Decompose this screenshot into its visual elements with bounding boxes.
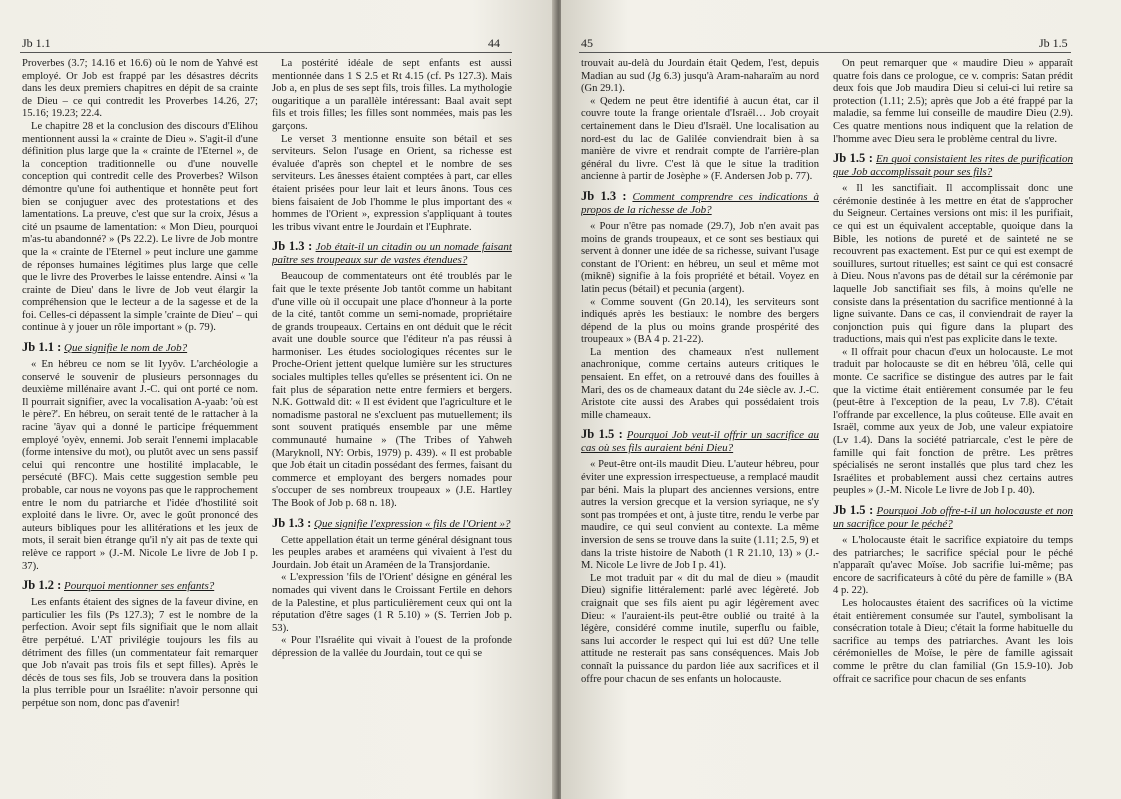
running-head-right: Jb 1.5 [1039, 36, 1068, 50]
section-question: Pourquoi mentionner ses enfants? [64, 580, 215, 593]
body-paragraph: On peut remarquer que « maudire Dieu » apparaît quatre fois dans ce prologue, ce v. compris: Satan prédit deux fois que Job maudira Dieu si celui-ci lui retire sa protection (1.11; 2.5); après que Job a été frappé par la maladie, sa femme lui conseille de maudire Dieu (2.9). Ces quatre mentions nous indiquent que la relation de l'homme avec Dieu sera le problème central du livre. [833, 58, 1073, 145]
header-rule-right [579, 52, 1071, 53]
left-page-column-1 [22, 58, 258, 788]
verse-reference: Jb 1.5 : [833, 151, 873, 166]
header-rule-left [20, 52, 512, 53]
body-paragraph: « Peut-être ont-ils maudit Dieu. L'auteur hébreu, pour éviter une expression irrespectueuse, a remplacé maudit par béni. Mais la plupart des anciennes versions, entre autres la version grecque et la version syriaque, ne s'y sont pas trompées et ont, à juste titre, rendu le verbe par maudire, ce qui seul convient au contexte. La même inversion de sens se trouve dans la suite (1.11; 2.5, 9) et dans la triste histoire de Naboth (1 R 21.10, 13) » (J.-M. Nicole Le livre de Job I p. 41). [581, 459, 819, 572]
body-paragraph: « Il offrait pour chacun d'eux un holocauste. Le mot traduit par holocauste se dit en hébreu 'ôlâ, celle qui monte. Ce sacrifice se distingue des autres par le fait que la victime était entièrement consumée par le feu (peut-être à l'exception de la peau, Lv 7.8). C'était l'offrande par excellence, la plus coûteuse. Elle avait en Israël, comme aux yeux de Job, une valeur expiatoire (Lv 1.4). Dans la société patriarcale, c'est le père de famille qui fait fonction de prêtre. Les prêtres spécialisés ne seront installés que plus tard chez les Israélites et probablement aussi chez certains autres peuples » (J.-M. Nicole Le livre de Job I p. 40). [833, 346, 1073, 497]
body-paragraph: Beaucoup de commentateurs ont été troublés par le fait que le texte présente Job tantôt comme un habitant d'une ville où il occupait une place d'honneur à la porte de la cité, tantôt comme un semi-nomade, propriétaire de grands troupeaux. Certains en ont déduit que le récit avait une double source que l'éditeur n'a pas réussi à harmoniser. Les études sociologiques récentes sur le Proche-Orient jettent quelque lumière sur les structures sociales multiples telles qu'elles se présentent ici. On ne fait plus de séparation nette entre fermiers et bergers. N.K. Gottwald dit: « Il est évident que l'agriculture et le nomadisme pastoral ne s'excluent pas mutuellement; ils sont souvent pratiqués ensemble par une même communauté humaine » (The Tribes of Yahweh (Maryknoll, NY: Orbis, 1979) p. 439). « Il est probable que Job était un citadin possédant des fermes, faisant du commerce et employant des bergers nomades pour s'occuper de ses nombreux troupeaux » (J.E. Hartley The Book of Job p. 68 n. 18). [272, 271, 512, 509]
body-paragraph: La postérité idéale de sept enfants est aussi mentionnée dans 1 S 2.5 et Rt 4.15 (cf. Ps 127.3). Mais Job a, en plus de ses sept fils, trois filles. La mythologie ougaritique a un parallèle intéressant: Baal avait sept fils et trois filles; les filles sont nommées, mais pas les garçons. [272, 58, 512, 132]
section-heading [581, 428, 819, 455]
section-heading [833, 504, 1073, 531]
section-heading [581, 190, 819, 217]
verse-reference: Jb 1.5 : [833, 503, 874, 517]
section-heading [22, 341, 258, 355]
verse-reference: Jb 1.3 : [272, 515, 312, 530]
page-number-left: 44 [488, 36, 500, 50]
right-page-column-2 [833, 58, 1073, 788]
body-paragraph: « Qedem ne peut être identifié à aucun état, car il couvre toute la frange orientale d'Israël… Job croyait certainement dans le Dieu d'Israël. Une localisation au nord-est du lac de Galilée conviendrait bien à sa manière de vivre et rendrait compte de l'arrière-plan général du livre. C'est là que le situe la tradition ancienne à partir de Josèphe » (F. Andersen Job p. 77). [581, 95, 819, 183]
body-paragraph: Proverbes (3.7; 14.16 et 16.6) où le nom de Yahvé est employé. Or Job est frappé par les désastres décrits dans les deux premiers chapitres en dépit de sa crainte de Dieu – ce qui contredit les Proverbes 14.26, 27; 15.16; 19.23; 22.4. [22, 58, 258, 120]
section-question: Comment comprendre ces indications à propos de la richesse de Job? [581, 190, 819, 216]
body-paragraph: Le verset 3 mentionne ensuite son bétail et ses serviteurs. Selon l'usage en Orient, sa richesse est évaluée d'après son cheptel et le nombre de ses serviteurs. Les ânesses étaient comptées à part, car elles étaient prisées pour leur lait et leurs ânons. Tous ces biens faisaient de Job l'homme le plus important des « hommes de l'Orient », expression s'appliquant à toutes les tribus vivant entre le Jourdain et l'Euphrate. [272, 133, 512, 233]
body-paragraph: La mention des chameaux n'est nullement anachronique, comme certains auteurs critiques le pensaient. En effet, on a retrouvé dans des fouilles à Mari, des os de chameaux datant du 24e siècle av. J.-C. Aristote cite aussi des Arabes qui possédaient trois mille chameaux. [581, 346, 819, 421]
left-page [0, 0, 556, 799]
section-heading [272, 517, 512, 531]
section-heading [272, 240, 512, 267]
verse-reference: Jb 1.3 : [272, 239, 313, 254]
section-question: Job était-il un citadin ou un nomade faisant paître ses troupeaux sur de vastes étendues? [272, 241, 512, 267]
body-paragraph: « En hébreu ce nom se lit Iyyôv. L'archéologie a conservé le souvenir de plusieurs personnages du deuxième millénaire avant J.-C. qui ont porté ce nom. Il pourrait signifier, avec la vocalisation A-yaab: 'où est le père?'. En hébreu, on serait tenté de le rattacher à la racine 'âyav qui a donné le participe fréquemment employé 'oyèv, ennemi. Job serait l'ennemi implacable (forme intensive du mot), ou plutôt avec un sens passif celui qui rencontre une hostilité implacable, le persécuté (BFC). Mais cette suggestion semble peu probable, car nous ne voyons pas que le rapprochement entre le nom du patriarche et l'idée d'hostilité soit exploité dans le livre. Or, avec le goût prononcé des auteurs bibliques pour les allitérations et les jeux de mots, il serait bien étrange qu'il n'y ait pas de texte qui relève ce rapport » (J.-M. Nicole Le livre de Job I p. 37). [22, 359, 258, 572]
verse-reference: Jb 1.2 : [22, 578, 62, 593]
page-number-right: 45 [581, 36, 593, 50]
section-question: En quoi consistaient les rites de purification que Job accomplissait pour ses fils? [833, 153, 1073, 179]
body-paragraph: « Comme souvent (Gn 20.14), les serviteurs sont indiqués après les bestiaux: le nombre des bergers dépend de la plus ou moins grande prospérité des troupeaux » (BA 4 p. 21-22). [581, 296, 819, 346]
verse-reference: Jb 1.3 : [581, 188, 627, 203]
body-paragraph: « L'holocauste était le sacrifice expiatoire du temps des patriarches; le sacrifice spécial pour le péché n'apparaît qu'avec Moïse. Job sacrifie lui-même; pas encore de sacrificateurs à côté du père de famille » (BA 4 p. 22). [833, 535, 1073, 597]
verse-reference: Jb 1.1 : [22, 340, 62, 355]
section-heading [22, 579, 258, 593]
body-paragraph: « Pour l'Israélite qui vivait à l'ouest de la profonde dépression de la vallée du Jourdain, tout ce qui se [272, 635, 512, 659]
body-paragraph: Le chapitre 28 et la conclusion des discours d'Elihou mentionnent aussi la « crainte de Dieu ». S'agit-il d'une définition plus large que la « crainte de l'Eternel », de la conception traditionnelle ou d'une nouvelle conception qui contredit celle des Proverbes? Wilson démontre qu'une foi authentique et honnête peut fort bien se conjuguer avec des protestations et des lamentations. La preuve, c'est que sur la croix, Jésus a cité un psaume de lamentation: « Mon Dieu, pourquoi m'as-tu abandonné? » (Ps 22.2). Le livre de Job montre que la « crainte de l'Eternel » peut inclure une gamme de réponses humaines légitimes plus large que celle que le livre des Proverbes le laisse entendre. Ainsi « 'la crainte de Dieu' dans le livre de Job veut élargir la compréhension que le lecteur a de la sagesse et de la foi. Celles-ci dépassent la simple 'crainte de Dieu' – qui continue à y jouer un rôle important » (p. 79). [22, 120, 258, 334]
section-question: Pourquoi Job veut-il offrir un sacrifice au cas où ses fils auraient béni Dieu? [581, 429, 819, 455]
body-paragraph: « Il les sanctifiait. Il accomplissait donc une cérémonie destinée à les mettre en état de s'approcher du Seigneur. Certaines versions ont mis: il les purifiait, ce qui est un équivalent acceptable, quoique dans la Bible, les notions de pureté et de sainteté ne se recouvrent pas exactement. Est pur ce qui est exempt de souillures, surtout rituelles; est saint ce qui est consacré à Dieu. Nous n'avons pas de détail sur la cérémonie par laquelle Job sanctifiait ses fils, à moins qu'elle ne consiste dans la présentation du sacrifice mentionné à la ligne suivante. Dans ce cas, il conviendrait de rayer la conjonction puis qui figure dans la plupart des traductions, mais qui n'est pas explicite dans le texte. [833, 183, 1073, 346]
body-paragraph: Les enfants étaient des signes de la faveur divine, en particulier les fils (Ps 127.3); 7 est le nombre de la perfection. Avoir sept fils signifiait que le nom allait être perpétué. L'AT privilégie toujours les fils au détriment des filles (un commentateur fait remarquer que Job n'avait pas trois fils et sept filles). Après le décès de tous ses fils, Job se trouvera dans la position la plus terrible pour un Israélite: n'avoir personne qui perpétue son nom, donc pas d'avenir! [22, 597, 258, 709]
body-paragraph: Cette appellation était un terme général désignant tous les peuples arabes et araméens qui vivaient à l'est du Jourdain. Job était un Araméen de la Transjordanie. [272, 534, 512, 571]
section-heading [833, 152, 1073, 179]
body-paragraph: Le mot traduit par « dit du mal de dieu » (maudit Dieu) signifie littéralement: parlé avec légèreté. Job craignait que ses fils aient pu agir légèrement avec Dieu: « l'auraient-ils peut-être oublié ou traité à la légère, considéré comme inutile, superflu ou faible, sans lui accorder le respect qui lui est dû? Une telle attitude ne resterait pas sans conséquences. Mais Job connaît la puissance du pardon liée aux sacrifices et il offre pour chacun de ses enfants un holocauste. [581, 572, 819, 685]
body-paragraph: « L'expression 'fils de l'Orient' désigne en général les nomades qui vivent dans le Croissant Fertile en dehors de la Palestine, et plus particulièrement ceux qui ont la réputation d'être sages (1 R 5.10) » (S. Terrien Job p. 53). [272, 572, 512, 634]
section-question: Que signifie l'expression « fils de l'Orient »? [314, 517, 511, 530]
verse-reference: Jb 1.5 : [581, 427, 623, 442]
right-page [561, 0, 1121, 799]
body-paragraph: Les holocaustes étaient des sacrifices où la victime était entièrement consumée sur l'autel, symbolisant la consécration totale à Dieu; c'était la forme habituelle du sacrifice au temps des patriarches. Avant les lois cérémonielles de Moïse, le père de famille agissait comme le prêtre du clan familial (Gn 15.9-10). Job offrait ce sacrifice pour chacun de ses enfants [833, 597, 1073, 685]
section-question: Pourquoi Job offre-t-il un holocauste et non un sacrifice pour le péché? [833, 505, 1073, 530]
running-head-left: Jb 1.1 [22, 36, 51, 50]
right-page-column-1 [581, 58, 819, 788]
body-paragraph: « Pour n'être pas nomade (29.7), Job n'en avait pas moins de grands troupeaux, et ce sont ses bestiaux qui servent à donner une idée de sa richesse, suivant l'usage constant de l'Orient: en hébreu, un seul et même mot (miknê) signifie à la fois propriété et bétail. Voyez en latin pecus (bétail) et pecunia (argent). [581, 220, 819, 295]
left-page-column-2 [272, 58, 512, 788]
body-paragraph: trouvait au-delà du Jourdain était Qedem, l'est, depuis Madian au sud (Jg 6.3) jusqu'à Aram-naharaïm au nord (Gn 29.1). [581, 58, 819, 95]
section-question: Que signifie le nom de Job? [64, 342, 188, 355]
